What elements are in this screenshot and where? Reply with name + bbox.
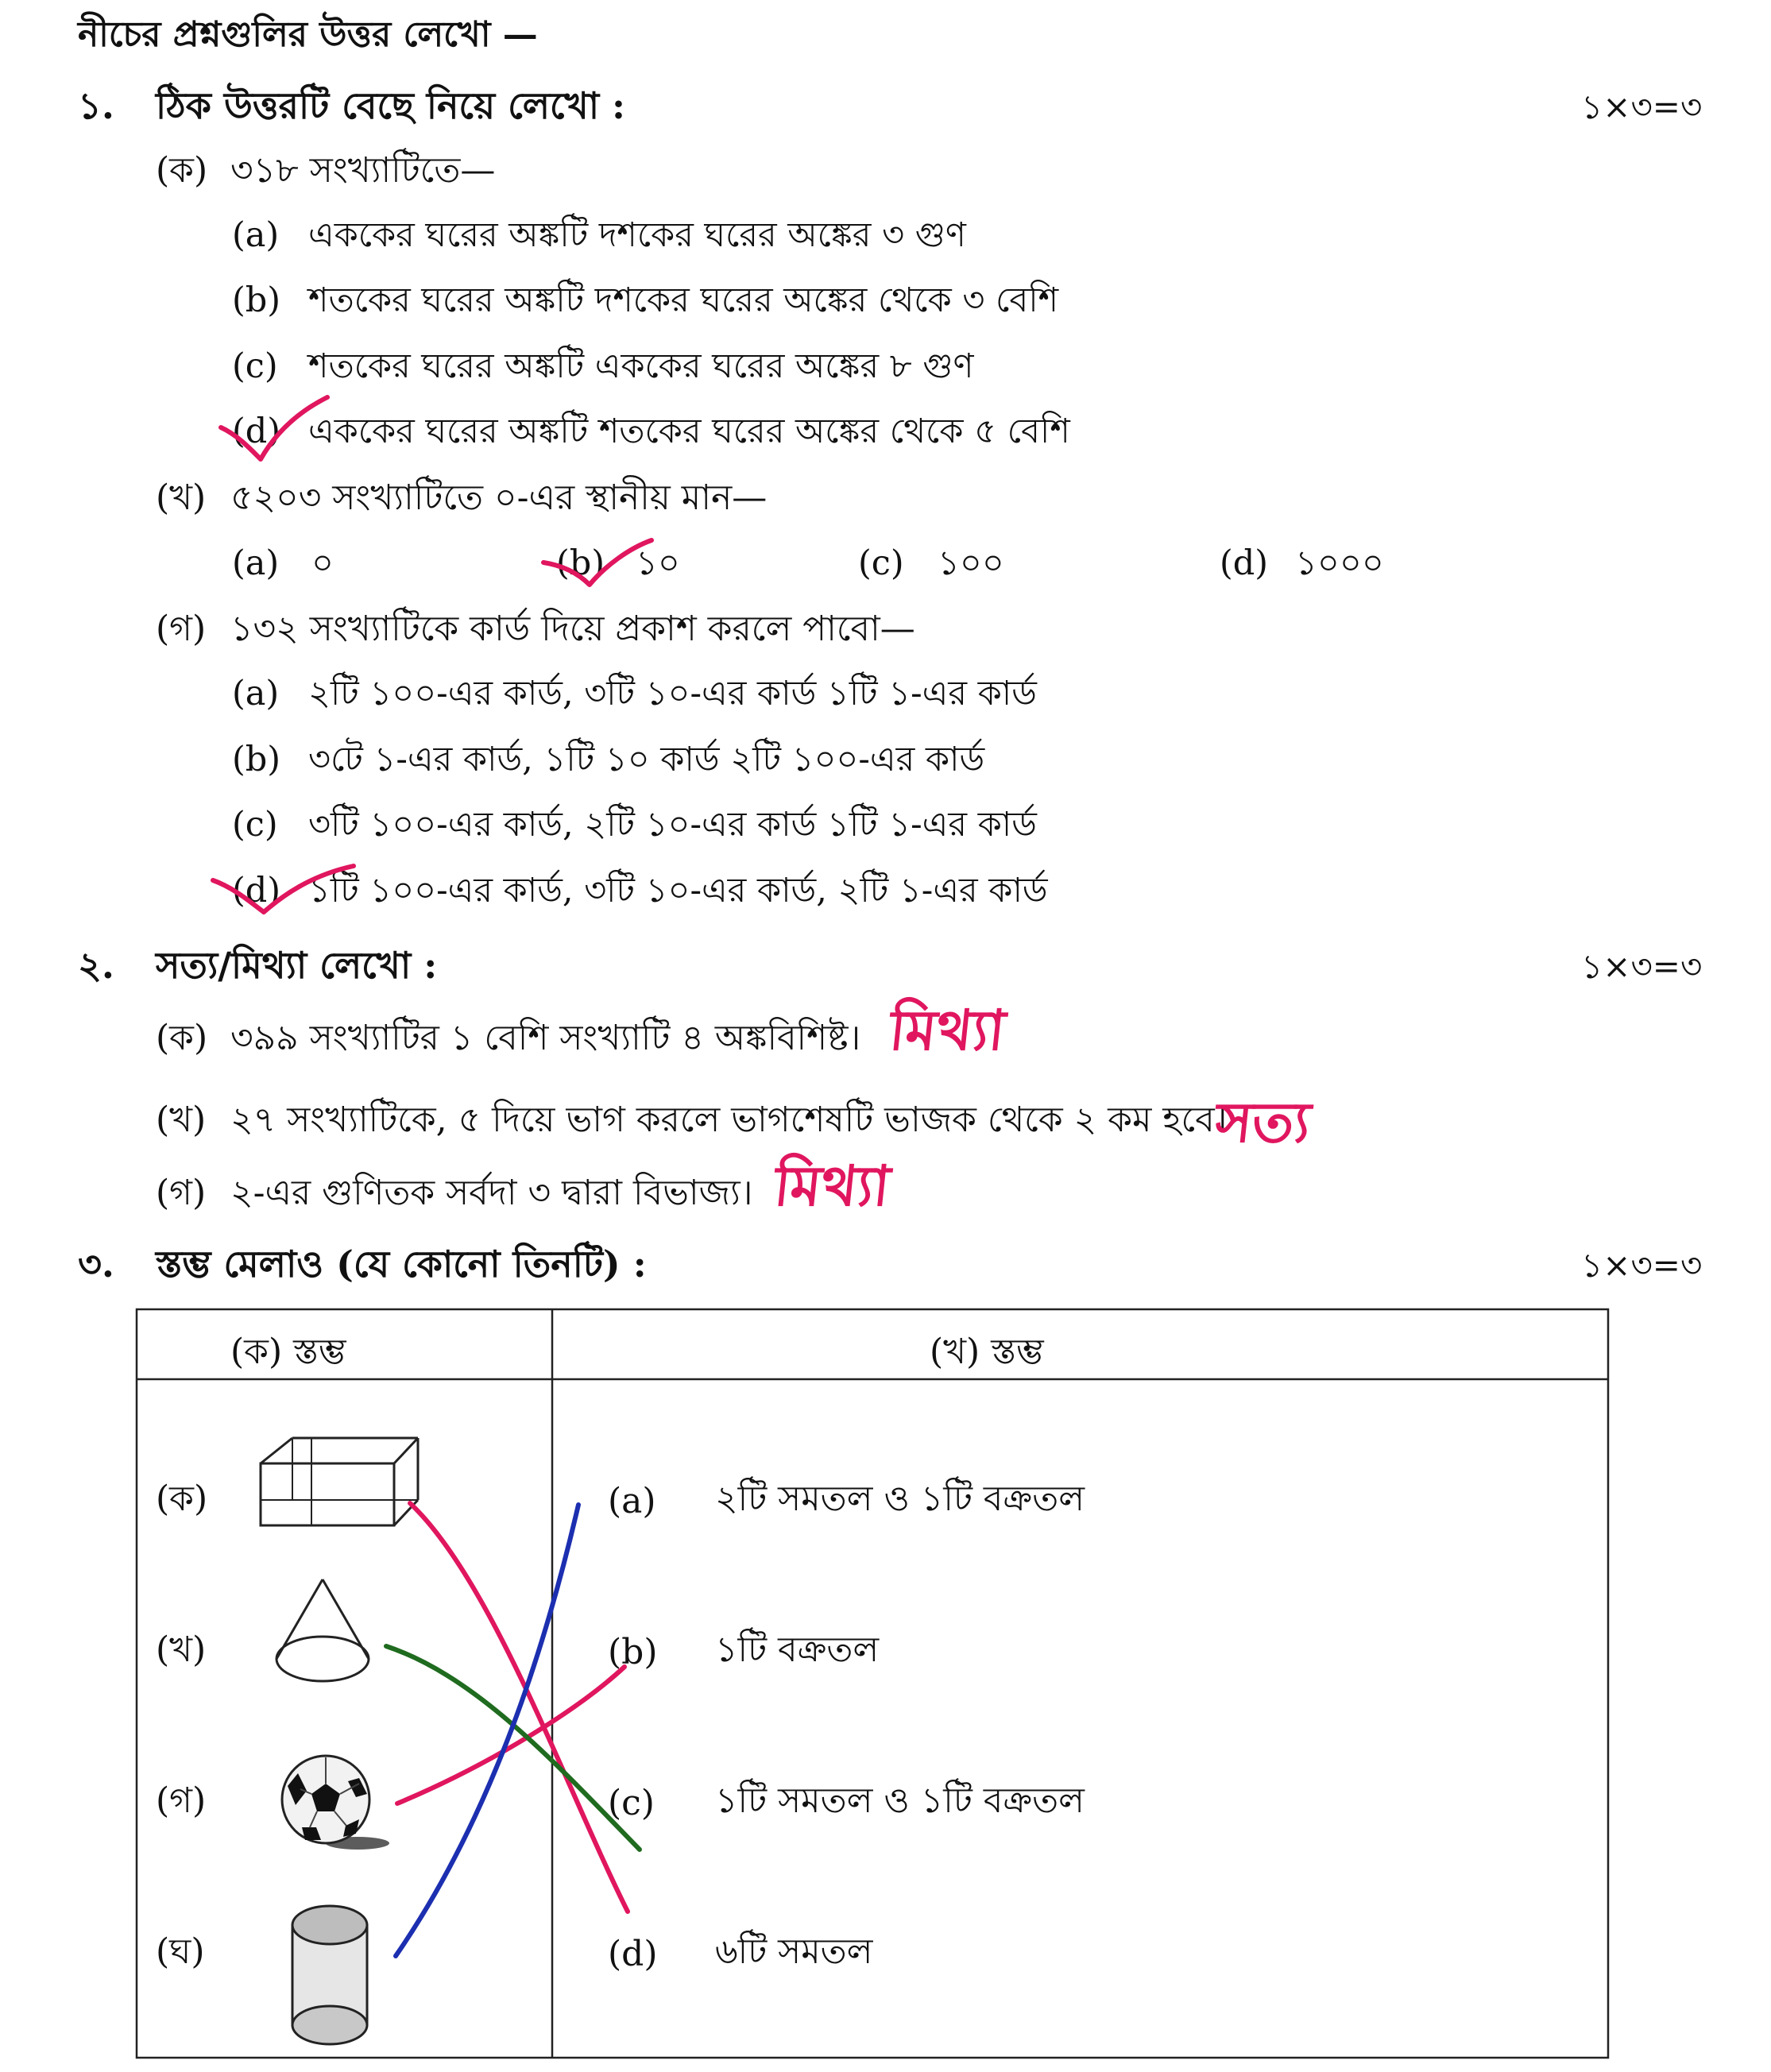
q1-kha-option-text: ১০০০ — [1295, 543, 1384, 583]
q1-ka-option-text: এককের ঘরের অঙ্কটি দশকের ঘরের অঙ্কের ৩ গুণ — [308, 215, 966, 255]
right-key: (d) — [608, 1934, 658, 1974]
right-key: (a) — [608, 1481, 656, 1521]
cylinder-icon — [292, 1906, 367, 2044]
q2-item-label: (ক) — [156, 1018, 208, 1058]
q2-item-text: ৩৯৯ সংখ্যাটির ১ বেশি সংখ্যাটি ৪ অঙ্কবিশিষ্ট। — [230, 1018, 861, 1058]
q2-marks: ১×৩=৩ — [1581, 947, 1703, 986]
q1-ka-option-key: (b) — [232, 280, 281, 320]
right-text: ৬টি সমতল — [715, 1931, 873, 1972]
right-text: ১টি বক্রতল — [715, 1629, 880, 1670]
q2-item-text: ২-এর গুণিতক সর্বদা ৩ দ্বারা বিভাজ্য। — [230, 1173, 753, 1213]
q1-ga-option-text: ৩টে ১-এর কার্ড, ১টি ১০ কার্ড ২টি ১০০-এর কার্ড — [308, 740, 985, 779]
q1-ka-option-key: (a) — [232, 215, 280, 255]
q2-handwritten-answer: মিথ্যা — [771, 1154, 894, 1219]
q1-kha-option-text: ০ — [311, 543, 334, 583]
q1-marks: ১×৩=৩ — [1581, 87, 1703, 126]
q2-title: সত্য/মিথ্যা লেখো : — [156, 944, 438, 987]
q1-kha-option-text: ১০০ — [938, 543, 1004, 583]
check-mark-icon — [221, 397, 327, 459]
q1-kha-option-key: (c) — [858, 543, 904, 583]
q3-marks: ১×৩=৩ — [1581, 1246, 1703, 1285]
right-text: ১টি সমতল ও ১টি বক্রতল — [715, 1780, 1085, 1821]
q1-kha-option-key: (d) — [1220, 543, 1269, 583]
football-icon — [282, 1756, 389, 1850]
q3-number: ৩. — [78, 1243, 114, 1285]
q1-ga-option-text: ১টি ১০০-এর কার্ড, ৩টি ১০-এর কার্ড, ২টি ১-এর কার্ড — [308, 871, 1048, 910]
q1-kha-label: (খ) — [156, 477, 207, 518]
cone-icon — [276, 1579, 369, 1681]
q3-title: স্তম্ভ মেলাও (যে কোনো তিনটি) : — [156, 1243, 647, 1285]
q1-kha-option-key: (a) — [232, 543, 280, 583]
q1-ga-option-key: (a) — [232, 674, 280, 713]
q2-number: ২. — [78, 944, 114, 987]
q1-ga-text: ১৩২ সংখ্যাটিকে কার্ড দিয়ে প্রকাশ করলে পাবো— — [230, 609, 915, 649]
column-a-header: (ক) স্তম্ভ — [230, 1332, 346, 1372]
q1-kha-option-key: (b) — [556, 543, 605, 583]
q1-ka-option-text: শতকের ঘরের অঙ্কটি দশকের ঘরের অঙ্কের থেকে ৩ বেশি — [308, 280, 1059, 320]
q1-title: ঠিক উত্তরটি বেছে নিয়ে লেখো : — [156, 84, 626, 127]
q1-ga-label: (গ) — [156, 609, 207, 649]
q1-ga-option-text: ২টি ১০০-এর কার্ড, ৩টি ১০-এর কার্ড ১টি ১-এর কার্ড — [308, 674, 1037, 713]
right-text: ২টি সমতল ও ১টি বক্রতল — [715, 1479, 1085, 1519]
left-label: (গ) — [156, 1780, 207, 1821]
cuboid-icon — [261, 1438, 418, 1525]
q1-ka-label: (ক) — [156, 150, 208, 191]
left-label: (খ) — [156, 1629, 207, 1670]
q1-ka-option-text: শতকের ঘরের অঙ্কটি এককের ঘরের অঙ্কের ৮ গুণ — [308, 346, 974, 386]
q1-ka-option-key: (d) — [232, 412, 281, 451]
instruction: নীচের প্রশ্নগুলির উত্তর লেখো — — [78, 14, 538, 55]
q1-number: ১. — [78, 84, 114, 127]
right-key: (c) — [608, 1783, 655, 1823]
q1-kha-option-text: ১০ — [636, 543, 680, 583]
q1-ka-text: ৩১৮ সংখ্যাটিতে— — [230, 150, 496, 191]
q2-item-label: (গ) — [156, 1173, 207, 1213]
check-mark-icon — [213, 866, 354, 912]
q1-ga-option-key: (c) — [232, 805, 278, 845]
q2-item-label: (খ) — [156, 1100, 207, 1140]
right-key: (b) — [608, 1632, 658, 1672]
q1-ga-option-key: (d) — [232, 871, 281, 910]
check-mark-icon — [543, 540, 652, 585]
left-label: (ঘ) — [156, 1931, 205, 1972]
q2-handwritten-answer: মিথ্যা — [886, 998, 1009, 1063]
q2-handwritten-answer: সত্য — [1212, 1090, 1314, 1155]
q1-ga-option-text: ৩টি ১০০-এর কার্ড, ২টি ১০-এর কার্ড ১টি ১-এর কার্ড — [308, 805, 1037, 845]
match-line — [386, 1503, 640, 1956]
q2-item-text: ২৭ সংখ্যাটিকে, ৫ দিয়ে ভাগ করলে ভাগশেষটি ভাজক থেকে ২ কম হবে। — [230, 1100, 1228, 1140]
q1-ka-option-text: এককের ঘরের অঙ্কটি শতকের ঘরের অঙ্কের থেকে ৫ বেশি — [308, 412, 1070, 451]
q1-kha-text: ৫২০৩ সংখ্যাটিতে ০-এর স্থানীয় মান— — [230, 477, 768, 518]
q1-ka-option-key: (c) — [232, 346, 278, 386]
q1-ga-option-key: (b) — [232, 740, 281, 779]
column-b-header: (খ) স্তম্ভ — [930, 1332, 1044, 1372]
left-label: (ক) — [156, 1479, 208, 1519]
